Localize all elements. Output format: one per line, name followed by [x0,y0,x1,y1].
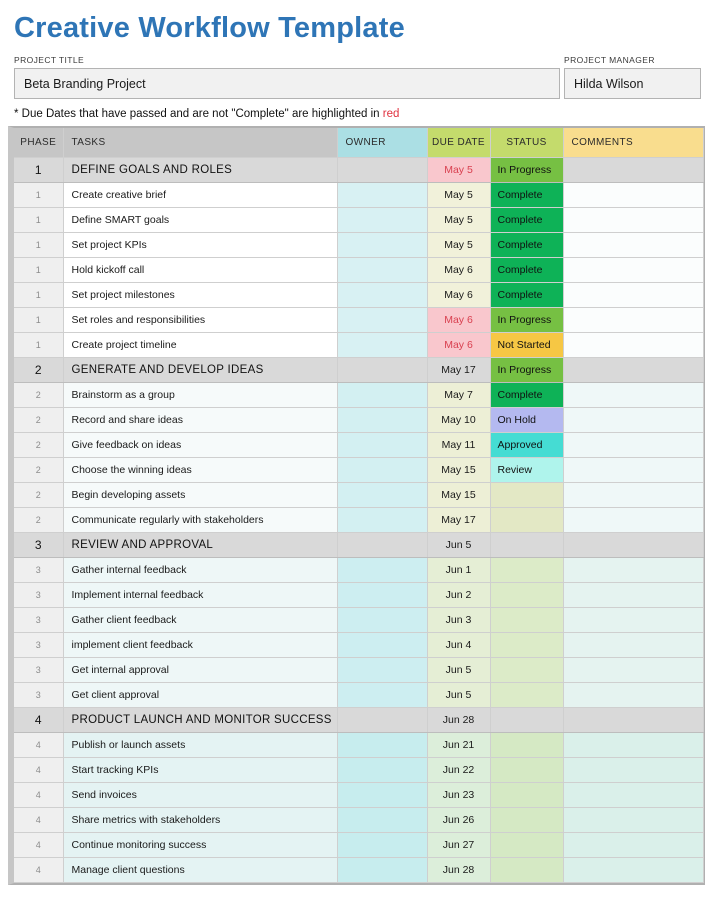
task-row [14,407,703,432]
status-cell[interactable] [490,632,563,657]
task-row [14,282,703,307]
status-cell[interactable] [490,657,563,682]
due-date-cell[interactable]: Jun 22 [427,757,490,782]
comments-cell[interactable] [563,632,703,657]
owner-cell[interactable] [337,382,427,407]
owner-cell[interactable] [337,482,427,507]
owner-cell[interactable] [337,332,427,357]
comments-cell[interactable] [563,607,703,632]
due-date-cell[interactable]: Jun 28 [427,707,490,732]
phase-cell[interactable]: 3 [14,607,63,632]
task-row [14,332,703,357]
owner-cell[interactable] [337,682,427,707]
status-cell[interactable] [490,682,563,707]
phase-cell[interactable]: 4 [14,782,63,807]
owner-cell[interactable] [337,857,427,882]
task-row [14,757,703,782]
phase-cell[interactable]: 1 [14,282,63,307]
status-cell[interactable]: On Hold [490,407,563,432]
task-cell[interactable]: Set project milestones [63,282,337,307]
comments-cell[interactable] [563,582,703,607]
owner-cell[interactable] [337,157,427,182]
due-date-cell[interactable]: May 15 [427,482,490,507]
due-date-cell[interactable]: May 10 [427,407,490,432]
due-date-cell[interactable]: May 17 [427,507,490,532]
task-cell[interactable]: Give feedback on ideas [63,432,337,457]
phase-section-row [14,532,703,557]
owner-cell[interactable] [337,507,427,532]
owner-cell[interactable] [337,632,427,657]
task-cell[interactable]: DEFINE GOALS AND ROLES [63,157,337,182]
task-cell[interactable]: Manage client questions [63,857,337,882]
comments-cell[interactable] [563,457,703,482]
due-date-cell[interactable]: May 5 [427,157,490,182]
status-cell[interactable]: In Progress [490,307,563,332]
status-cell[interactable] [490,557,563,582]
status-cell[interactable] [490,732,563,757]
phase-cell[interactable]: 4 [14,832,63,857]
due-date-cell[interactable]: May 17 [427,357,490,382]
phase-cell[interactable]: 3 [14,532,63,557]
comments-cell[interactable] [563,432,703,457]
task-row [14,857,703,882]
task-row [14,682,703,707]
owner-cell[interactable] [337,207,427,232]
comments-cell[interactable] [563,782,703,807]
task-row [14,207,703,232]
task-cell[interactable]: Create creative brief [63,182,337,207]
workflow-sheet [8,126,705,885]
column-header-owner: OWNER [337,128,427,157]
phase-cell[interactable]: 1 [14,157,63,182]
owner-cell[interactable] [337,832,427,857]
due-date-cell[interactable]: May 15 [427,457,490,482]
task-cell[interactable]: Publish or launch assets [63,732,337,757]
task-cell[interactable]: Record and share ideas [63,407,337,432]
due-date-cell[interactable]: May 5 [427,182,490,207]
column-header-status: STATUS [490,128,563,157]
task-row [14,432,703,457]
owner-cell[interactable] [337,532,427,557]
owner-cell[interactable] [337,232,427,257]
project-manager-field[interactable]: Hilda Wilson [564,68,701,99]
due-date-cell[interactable]: Jun 21 [427,732,490,757]
task-cell[interactable]: Begin developing assets [63,482,337,507]
column-header-due-date: DUE DATE [427,128,490,157]
status-cell[interactable]: Not Started [490,332,563,357]
status-cell[interactable]: Complete [490,257,563,282]
due-date-cell[interactable]: Jun 26 [427,807,490,832]
task-row [14,832,703,857]
phase-cell[interactable]: 1 [14,182,63,207]
status-cell[interactable] [490,582,563,607]
owner-cell[interactable] [337,732,427,757]
owner-cell[interactable] [337,257,427,282]
owner-cell[interactable] [337,357,427,382]
owner-cell[interactable] [337,707,427,732]
phase-cell[interactable]: 1 [14,332,63,357]
status-cell[interactable] [490,507,563,532]
status-cell[interactable]: Complete [490,282,563,307]
phase-cell[interactable]: 3 [14,682,63,707]
owner-cell[interactable] [337,582,427,607]
column-header-tasks: TASKS [63,128,337,157]
task-cell[interactable]: Create project timeline [63,332,337,357]
comments-cell[interactable] [563,232,703,257]
due-date-cell[interactable]: Jun 5 [427,657,490,682]
task-cell[interactable]: Set roles and responsibilities [63,307,337,332]
status-cell[interactable] [490,482,563,507]
status-cell[interactable] [490,782,563,807]
comments-cell[interactable] [563,282,703,307]
task-cell[interactable]: GENERATE AND DEVELOP IDEAS [63,357,337,382]
due-date-cell[interactable]: Jun 3 [427,607,490,632]
status-cell[interactable] [490,532,563,557]
due-date-cell[interactable]: May 7 [427,382,490,407]
due-date-cell[interactable]: May 5 [427,232,490,257]
phase-cell[interactable]: 4 [14,857,63,882]
phase-cell[interactable]: 2 [14,432,63,457]
status-cell[interactable]: Complete [490,182,563,207]
owner-cell[interactable] [337,557,427,582]
task-row [14,582,703,607]
due-date-note-text: * Due Dates that have passed and are not "Complete" are highlighted in [14,108,383,120]
comments-cell[interactable] [563,757,703,782]
due-date-cell[interactable]: May 6 [427,307,490,332]
comments-cell[interactable] [563,407,703,432]
phase-cell[interactable]: 1 [14,307,63,332]
owner-cell[interactable] [337,307,427,332]
comments-cell[interactable] [563,732,703,757]
comments-cell[interactable] [563,207,703,232]
task-row [14,607,703,632]
comments-cell[interactable] [563,682,703,707]
task-cell[interactable]: Gather internal feedback [63,557,337,582]
task-cell[interactable]: Send invoices [63,782,337,807]
phase-cell[interactable]: 4 [14,757,63,782]
task-row [14,182,703,207]
owner-cell[interactable] [337,782,427,807]
task-cell[interactable]: Set project KPIs [63,232,337,257]
task-row [14,557,703,582]
owner-cell[interactable] [337,407,427,432]
task-cell[interactable]: Brainstorm as a group [63,382,337,407]
phase-cell[interactable]: 2 [14,457,63,482]
status-cell[interactable]: In Progress [490,357,563,382]
owner-cell[interactable] [337,457,427,482]
task-cell[interactable]: Hold kickoff call [63,257,337,282]
due-date-note-highlight: red [382,108,400,120]
workflow-table [14,128,704,883]
status-cell[interactable]: Complete [490,232,563,257]
phase-cell[interactable]: 4 [14,732,63,757]
workflow-table-body [14,157,703,882]
comments-cell[interactable] [563,507,703,532]
project-title-label: PROJECT TITLE [14,55,85,65]
phase-section-row [14,357,703,382]
page-title: Creative Workflow Template [14,12,405,44]
comments-cell[interactable] [563,857,703,882]
owner-cell[interactable] [337,657,427,682]
status-cell[interactable]: Complete [490,207,563,232]
comments-cell[interactable] [563,307,703,332]
status-cell[interactable] [490,707,563,732]
comments-cell[interactable] [563,557,703,582]
task-cell[interactable]: Share metrics with stakeholders [63,807,337,832]
owner-cell[interactable] [337,607,427,632]
task-row [14,782,703,807]
phase-section-row [14,157,703,182]
task-cell[interactable]: Get client approval [63,682,337,707]
task-cell[interactable]: Gather client feedback [63,607,337,632]
task-cell[interactable]: Communicate regularly with stakeholders [63,507,337,532]
column-header-comments: COMMENTS [563,128,703,157]
phase-cell[interactable]: 2 [14,357,63,382]
phase-cell[interactable]: 2 [14,407,63,432]
status-cell[interactable] [490,807,563,832]
due-date-cell[interactable]: May 6 [427,257,490,282]
task-row [14,807,703,832]
phase-cell[interactable]: 3 [14,582,63,607]
task-row [14,482,703,507]
project-manager-label: PROJECT MANAGER [564,55,655,65]
due-date-cell[interactable]: Jun 4 [427,632,490,657]
status-cell[interactable] [490,832,563,857]
owner-cell[interactable] [337,757,427,782]
owner-cell[interactable] [337,282,427,307]
phase-cell[interactable]: 1 [14,257,63,282]
status-cell[interactable]: Complete [490,382,563,407]
task-cell[interactable]: Continue monitoring success [63,832,337,857]
status-cell[interactable] [490,757,563,782]
owner-cell[interactable] [337,432,427,457]
due-date-note [14,108,703,120]
phase-cell[interactable]: 2 [14,507,63,532]
task-cell[interactable]: REVIEW AND APPROVAL [63,532,337,557]
phase-cell[interactable]: 4 [14,707,63,732]
comments-cell[interactable] [563,657,703,682]
owner-cell[interactable] [337,807,427,832]
due-date-cell[interactable]: Jun 23 [427,782,490,807]
phase-cell[interactable]: 2 [14,482,63,507]
owner-cell[interactable] [337,182,427,207]
task-row [14,632,703,657]
task-row [14,257,703,282]
status-cell[interactable]: In Progress [490,157,563,182]
comments-cell[interactable] [563,807,703,832]
status-cell[interactable]: Review [490,457,563,482]
task-cell[interactable]: Define SMART goals [63,207,337,232]
task-cell[interactable]: Get internal approval [63,657,337,682]
due-date-cell[interactable]: Jun 27 [427,832,490,857]
comments-cell[interactable] [563,357,703,382]
task-cell[interactable]: implement client feedback [63,632,337,657]
project-title-field[interactable]: Beta Branding Project [14,68,560,99]
task-row [14,457,703,482]
comments-cell[interactable] [563,482,703,507]
due-date-cell[interactable]: Jun 5 [427,682,490,707]
comments-cell[interactable] [563,832,703,857]
comments-cell[interactable] [563,182,703,207]
due-date-cell[interactable]: Jun 1 [427,557,490,582]
task-row [14,382,703,407]
status-cell[interactable] [490,857,563,882]
status-cell[interactable] [490,607,563,632]
table-header-row [14,128,703,157]
task-cell[interactable]: Implement internal feedback [63,582,337,607]
task-row [14,657,703,682]
due-date-cell[interactable]: May 11 [427,432,490,457]
due-date-cell[interactable]: Jun 28 [427,857,490,882]
project-meta-row [14,55,703,99]
task-cell[interactable]: Choose the winning ideas [63,457,337,482]
phase-cell[interactable]: 1 [14,232,63,257]
task-cell[interactable]: PRODUCT LAUNCH AND MONITOR SUCCESS [63,707,337,732]
task-cell[interactable]: Start tracking KPIs [63,757,337,782]
comments-cell[interactable] [563,532,703,557]
task-row [14,507,703,532]
task-row [14,232,703,257]
comments-cell[interactable] [563,157,703,182]
status-cell[interactable]: Approved [490,432,563,457]
task-row [14,307,703,332]
comments-cell[interactable] [563,257,703,282]
phase-cell[interactable]: 2 [14,382,63,407]
comments-cell[interactable] [563,332,703,357]
due-date-cell[interactable]: Jun 2 [427,582,490,607]
column-header-phase: PHASE [14,128,63,157]
phase-cell[interactable]: 4 [14,807,63,832]
phase-cell[interactable]: 3 [14,557,63,582]
due-date-cell[interactable]: May 6 [427,282,490,307]
due-date-cell[interactable]: May 5 [427,207,490,232]
comments-cell[interactable] [563,382,703,407]
due-date-cell[interactable]: May 6 [427,332,490,357]
phase-section-row [14,707,703,732]
phase-cell[interactable]: 3 [14,632,63,657]
due-date-cell[interactable]: Jun 5 [427,532,490,557]
phase-cell[interactable]: 3 [14,657,63,682]
comments-cell[interactable] [563,707,703,732]
phase-cell[interactable]: 1 [14,207,63,232]
task-row [14,732,703,757]
